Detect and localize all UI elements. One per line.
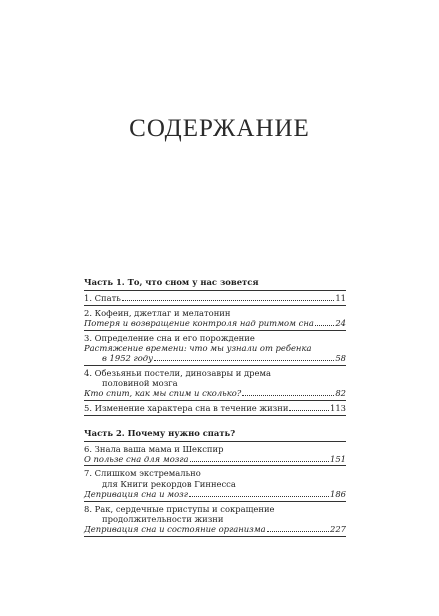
part-title: Часть 1. То, что сном у нас зовется [84,275,346,291]
toc-line-text: Депривация сна и состояние организма [84,523,266,534]
toc-line [84,454,346,464]
toc-entry[interactable] [84,442,346,467]
toc-line-text: 8. Рак, сердечные приступы и сокращение [84,503,275,514]
page-number: 24 [335,317,346,328]
leader-dots [267,531,329,532]
toc-line [84,524,346,534]
leader-dots [289,410,329,411]
toc-line-text: 2. Кофеин, джетлаг и мелатонин [84,307,231,318]
leader-dots [190,461,329,462]
toc-line-text: 6. Знала ваша мама и Шекспир [84,443,224,454]
toc-line [84,504,346,514]
toc-line-text: Потеря и возвращение контроля над ритмом сна [84,317,314,328]
toc-line [84,368,346,378]
toc-line-text: 5. Изменение характера сна в течение жизни [84,402,289,413]
toc-line-text: Растяжение времени: что мы узнали от ребенка [84,342,312,353]
leader-dots [189,496,329,497]
page-number: 227 [330,523,346,534]
part-title: Часть 2. Почему нужно спать? [84,426,346,442]
toc-line [84,388,346,398]
leader-dots [315,325,334,326]
toc-line [84,489,346,499]
page-title: СОДЕРЖАНИЕ [129,115,310,142]
leader-dots [122,300,334,301]
page-number: 82 [335,388,346,399]
page-number: 113 [330,402,346,413]
toc-entry[interactable] [84,331,346,366]
table-of-contents [84,275,346,547]
page-number: 151 [330,453,346,464]
toc-entry[interactable] [84,291,346,306]
toc-line [84,343,346,353]
toc-line [84,318,346,328]
toc-line-text: продолжительности жизни [102,513,224,524]
toc-line [84,293,346,303]
toc-line [84,403,346,413]
toc-line-text: 3. Определение сна и его порождение [84,332,255,343]
toc-part [84,426,346,537]
toc-line-text: 4. Обезьяньи постели, динозавры и дрема [84,367,271,378]
leader-dots [242,395,334,396]
page-number: 186 [330,488,346,499]
toc-line-text: 1. Спать [84,293,121,303]
toc-line [84,468,346,478]
toc-line-text: половиной мозга [102,377,178,388]
toc-line [84,479,346,489]
toc-line-text: Депривация сна и мозг [84,488,188,499]
toc-part [84,275,346,416]
leader-dots [154,360,334,361]
toc-line-text: для Книги рекордов Гиннесса [102,478,236,489]
toc-line-text: Кто спит, как мы спим и сколько? [84,388,242,399]
toc-line [84,378,346,388]
toc-entry[interactable] [84,502,346,537]
toc-line-text: 7. Слишком экстремально [84,468,201,479]
toc-entry[interactable] [84,466,346,501]
toc-entry[interactable] [84,306,346,331]
toc-line [84,333,346,343]
toc-entry[interactable] [84,401,346,416]
page-number: 58 [335,353,346,364]
toc-line-text: О пользе сна для мозга [84,453,189,464]
toc-entry[interactable] [84,366,346,401]
toc-line [84,353,346,363]
page-number: 11 [335,293,346,303]
toc-line [84,444,346,454]
toc-line [84,514,346,524]
toc-line [84,308,346,318]
toc-line-text: в 1952 году [102,353,153,364]
